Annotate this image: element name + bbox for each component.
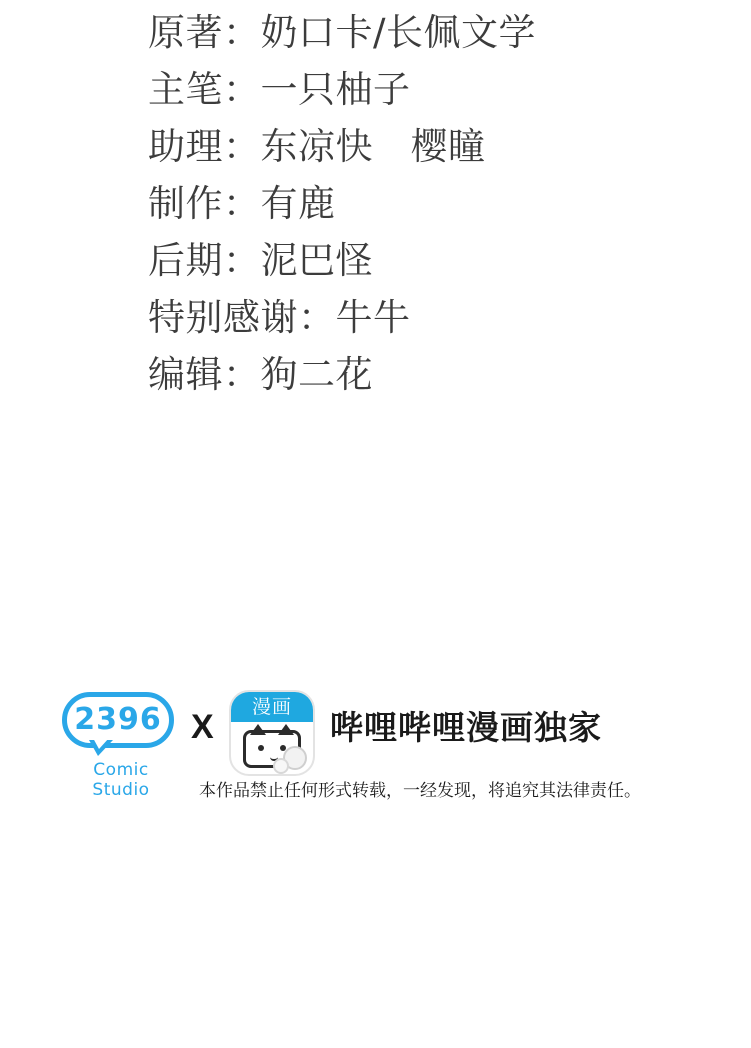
footer-block: [0, 676, 751, 801]
speech-bubble-tail-icon: [89, 740, 113, 756]
collab-separator: X: [191, 708, 214, 746]
credit-line-production: 制作：有鹿: [148, 182, 336, 225]
speech-bubble-icon: [62, 692, 174, 748]
credit-line-postproduction: 后期：泥巴怪: [148, 239, 373, 282]
credit-line-editor: 编辑：狗二花: [148, 353, 373, 396]
studio-logo: [62, 692, 180, 800]
studio-logo-text: 2396: [74, 702, 162, 737]
cat-ear-left-icon: [250, 724, 266, 735]
cat-ear-right-icon: [278, 724, 294, 735]
decor-circle-small-icon: [273, 758, 289, 774]
credit-line-author: 原著：奶口卡/长佩文学: [148, 11, 536, 54]
cat-eye-left-icon: [258, 745, 264, 751]
app-icon-banner-text: 漫画: [231, 692, 313, 722]
studio-name: Comic Studio: [92, 760, 150, 800]
credit-line-specialthanks: 特别感谢：牛牛: [148, 296, 411, 339]
footer-logo-row: [0, 676, 751, 801]
credit-line-artist: 主笔：一只柚子: [148, 68, 411, 111]
copyright-notice: 本作品禁止任何形式转载，一经发现，将追究其法律责任。: [199, 781, 641, 801]
credit-line-assistant: 助理：东凉快 樱瞳: [148, 125, 486, 168]
bilibili-manga-icon: [229, 690, 315, 776]
credits-block: [148, 4, 708, 403]
exclusive-label: 哔哩哔哩漫画独家: [330, 708, 602, 747]
